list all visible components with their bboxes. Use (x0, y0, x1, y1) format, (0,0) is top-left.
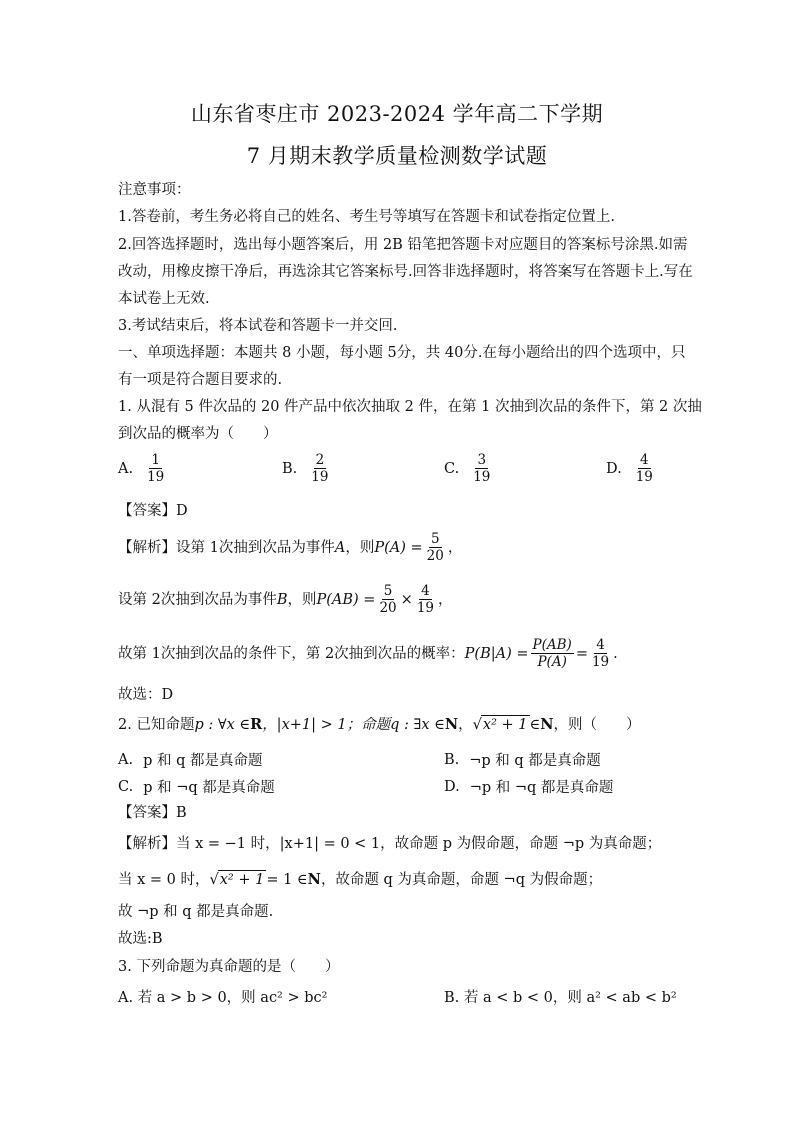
fraction: $\frac{3}{19}$ (473, 452, 491, 485)
option-label: B. (282, 460, 298, 477)
q2-option-c: C. p 和 ¬q 都是真命题 (118, 778, 275, 796)
q1-analysis-line3: 故第 1次抽到次品的条件下，第 2次抽到次品的概率： P(B|A) = $\frac{P(AB)}{P(A)}$ = $\frac{4}{19}$ . (118, 637, 618, 670)
notice-heading: 注意事项： (118, 182, 191, 198)
option-label: A. (118, 460, 134, 477)
notice-item-3: 3.考试结束后，将本试卷和答题卡一并交回. (118, 318, 398, 334)
fraction: $\frac{2}{19}$ (311, 452, 329, 485)
section-1-line2: 有一项是符合题目要求的. (118, 372, 283, 388)
notice-item-1: 1.答卷前，考生务必将自己的姓名、考生号等填写在答题卡和试卷指定位置上. (118, 209, 615, 225)
q2-answer: 【答案】B (118, 805, 187, 821)
q1-option-b (282, 452, 332, 485)
q2-choose: 故选:B (118, 931, 163, 947)
q3-option-b: B. 若 a < b < 0，则 a² < ab < b² (444, 990, 677, 1006)
exam-title-line2: 7 月期末教学质量检测数学试题 (246, 144, 548, 168)
option-label: C. (444, 460, 460, 477)
q2-analysis-line3: 故 ¬p 和 q 都是真命题. (118, 904, 274, 920)
q1-analysis-line1: 【解析】 设第 1次抽到次品为事件 A ，则 P(A) = $\frac{5}{20}$ ， (118, 531, 463, 564)
q3-stem: 3. 下列命题为真命题的是（ ） (118, 959, 340, 975)
q1-answer: 【答案】D (118, 503, 188, 519)
q2-analysis-line2: 当 x = 0 时， √ x² + 1 = 1 ∈ N ，故命题 q 为真命题，命题 ¬q 为假命题； (118, 870, 603, 888)
notice-item-2b: 改动，用橡皮擦干净后，再选涂其它答案标号.回答非选择题时，将答案写在答题卡上.写在 (118, 264, 693, 280)
q3-option-a: A. 若 a > b > 0，则 ac² > bc² (118, 990, 328, 1006)
q2-option-d: D. ¬p 和 ¬q 都是真命题 (444, 778, 614, 796)
q1-stem-b: 到次品的概率为（ ） (118, 426, 278, 442)
option-label: D. (606, 460, 622, 477)
section-1-line1: 一、单项选择题：本题共 8 小题，每小题 5分，共 40分.在每小题给出的四个选项中，只 (118, 345, 686, 361)
notice-item-2a: 2.回答选择题时，选出每小题答案后，用 2B 铅笔把答题卡对应题目的答案标号涂黑.如需 (118, 237, 688, 253)
q1-analysis-line2: 设第 2次抽到次品为事件 B ，则 P(AB) = $\frac{5}{20}$ × $\frac{4}{19}$ ， (118, 583, 453, 616)
notice-item-2c: 本试卷上无效. (118, 291, 210, 307)
exam-title-line1: 山东省枣庄市 2023-2024 学年高二下学期 (190, 102, 604, 126)
fraction: $\frac{4}{19}$ (635, 452, 653, 485)
fraction: $\frac{1}{19}$ (147, 452, 165, 485)
q1-option-c (444, 452, 494, 485)
q2-option-a: A. p 和 q 都是真命题 (118, 751, 263, 769)
q2-stem: 2. 已知命题 p : ∀x ∈ R ，|x+1| > 1；命题 q : ∃x ∈ N ， √ x² + 1 ∈ N ，则（ ） (118, 715, 641, 733)
q2-option-b: B. ¬p 和 q 都是真命题 (444, 751, 601, 769)
q1-stem-a: 1. 从混有 5 件次品的 20 件产品中依次抽取 2 件，在第 1 次抽到次品的条件下，第 2 次抽 (118, 399, 702, 415)
q2-analysis-line1: 【解析】当 x = −1 时，|x+1| = 0 < 1，故命题 p 为假命题，命题 ¬p 为真命题； (118, 836, 662, 852)
q1-option-d (606, 452, 657, 485)
q1-option-a (118, 452, 168, 485)
q1-choose: 故选：D (118, 687, 174, 703)
